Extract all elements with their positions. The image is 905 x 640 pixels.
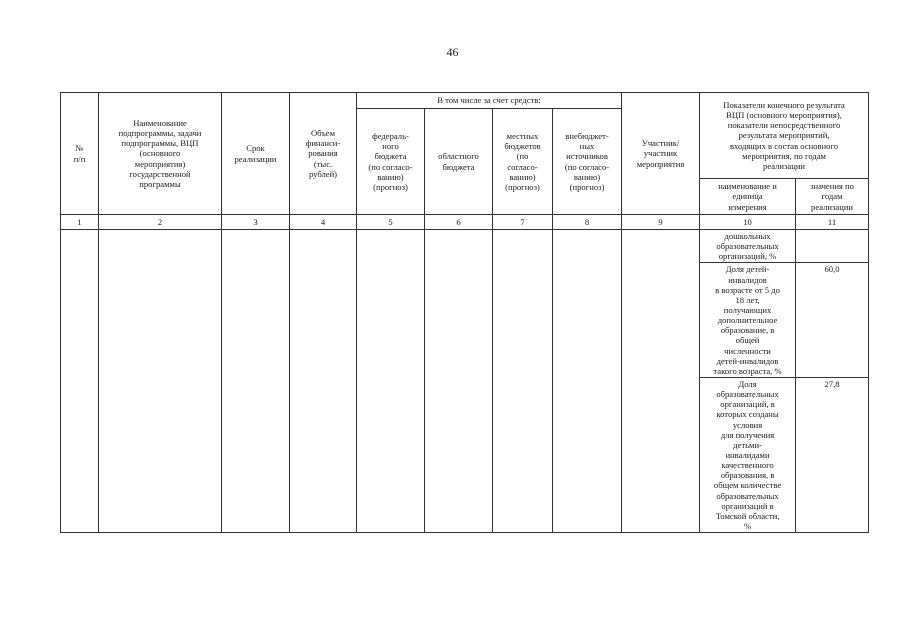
column-number: 6 (425, 215, 493, 230)
header-term: Срок реализации (222, 93, 290, 215)
empty-cell (622, 230, 700, 533)
column-number-row (61, 215, 869, 230)
empty-cell (222, 230, 290, 533)
header-local: местных бюджетов (по согласо- ванию) (прогноз) (493, 109, 553, 215)
indicator-value: 27,8 (796, 377, 869, 532)
indicator-name: дошкольных образовательных организаций, % (700, 230, 796, 263)
header-federal: федераль- ного бюджета (по согласо- ванию) (прогноз) (357, 109, 425, 215)
table-row (61, 230, 869, 263)
column-number: 2 (99, 215, 222, 230)
header-row-1 (61, 93, 869, 109)
header-name: Наименование подпрограммы, задачи подпрограммы, ВЦП (основного мероприятия) государственной программы (99, 93, 222, 215)
empty-cell (61, 230, 99, 533)
empty-cell (425, 230, 493, 533)
empty-cell (493, 230, 553, 533)
column-number: 1 (61, 215, 99, 230)
empty-cell (357, 230, 425, 533)
header-regional: областного бюджета (425, 109, 493, 215)
column-number: 11 (796, 215, 869, 230)
column-number: 7 (493, 215, 553, 230)
header-indicators-group: Показатели конечного результата ВЦП (основного мероприятия), показатели непосредственного результата мероприятий, входящих в состав основного мероприятия, по годам реализации (700, 93, 869, 179)
empty-cell (99, 230, 222, 533)
column-number: 9 (622, 215, 700, 230)
header-sources-group: В том числе за счет средств: (357, 93, 622, 109)
column-number: 8 (553, 215, 622, 230)
header-extrabudget: внебюджет- ных источников (по согласо- ванию) (прогноз) (553, 109, 622, 215)
column-number: 3 (222, 215, 290, 230)
header-indicator-name: наименование и единица измерения (700, 179, 796, 215)
indicator-value: 60,0 (796, 263, 869, 378)
header-number: № п/п (61, 93, 99, 215)
column-number: 5 (357, 215, 425, 230)
column-number: 10 (700, 215, 796, 230)
program-table (60, 92, 869, 533)
header-participant: Участник/ участник мероприятия (622, 93, 700, 215)
empty-cell (553, 230, 622, 533)
header-financing: Объем финанси- рования (тыс. рублей) (290, 93, 357, 215)
column-number: 4 (290, 215, 357, 230)
empty-cell (290, 230, 357, 533)
indicator-value (796, 230, 869, 263)
page-number: 46 (446, 45, 459, 59)
indicator-name: Доля образовательных организаций, в которых созданы условия для получения детьми- инвалидами качественного образования, в общем количестве образовательных организаций в Томской области, % (700, 377, 796, 532)
header-indicator-values: значения по годам реализации (796, 179, 869, 215)
indicator-name: Доля детей- инвалидов в возрасте от 5 до 18 лет, получающих дополнительное образование, в общей численности детей-инвалидов такого возраста, % (700, 263, 796, 378)
